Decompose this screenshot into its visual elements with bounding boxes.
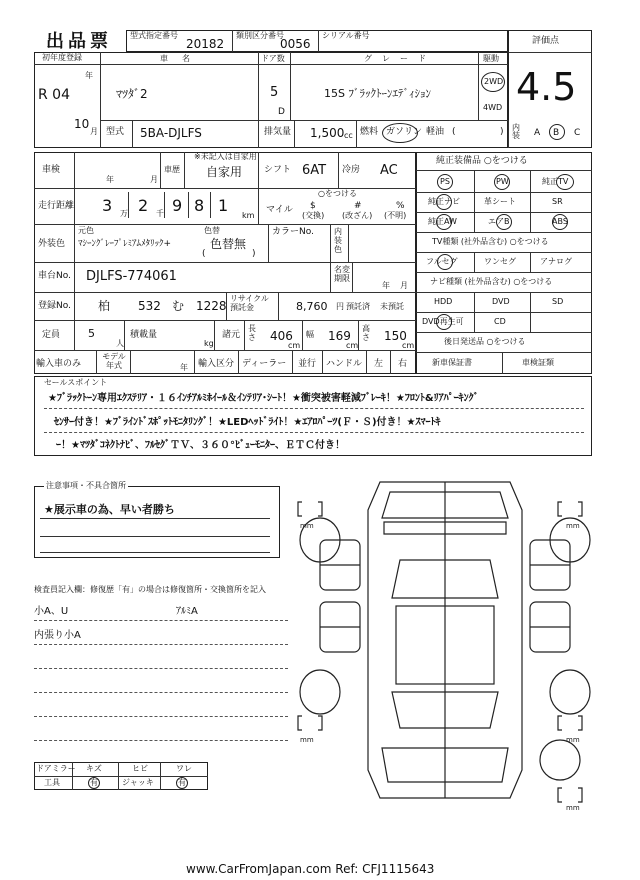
docs-label: 後日発送品 ○をつける — [444, 337, 526, 346]
door-type: D — [278, 107, 285, 117]
cc-unit: cc — [344, 131, 353, 140]
name-change-month: 月 — [400, 281, 408, 290]
sales-label: セールスポイント — [44, 378, 108, 387]
doors: 5 — [270, 85, 279, 100]
acc-tools-yes: 有 — [90, 778, 98, 787]
tamper-mark: # — [354, 201, 362, 211]
acc-mirror: ドアミラー — [36, 764, 76, 773]
width-label: 幅 — [306, 330, 314, 339]
serial-label: シリアル番号 — [322, 31, 370, 40]
acc-tools: 工具 — [44, 778, 60, 787]
tv-analog: アナログ — [540, 257, 572, 266]
color-label: 外装色 — [38, 239, 66, 249]
grade: 15S ﾌﾞﾗｯｸﾄｰﾝｴﾃﾞｨｼｮﾝ — [324, 87, 431, 100]
shaken-month-unit: 月 — [150, 175, 158, 184]
drive-label: 駆動 — [483, 54, 499, 63]
name-change-year: 年 — [382, 281, 390, 290]
notes-label: 注意事項・不具合箇所 — [46, 481, 126, 490]
car-name-label: 車名 — [160, 54, 204, 63]
spare-tire — [540, 740, 580, 780]
fuel: ガソリン — [386, 127, 423, 137]
history-label: 車歴 — [164, 165, 180, 174]
fuel-label: 燃料 — [360, 127, 379, 137]
drive-4wd: 4WD — [483, 103, 503, 112]
color: ﾏｼｰﾝｸﾞﾚｰﾌﾟﾚﾐｱﾑﾒﾀﾘｯｸ+ — [78, 239, 172, 249]
acc-jack-yes: 有 — [178, 778, 186, 787]
notes-block — [34, 486, 280, 558]
model-code: 20182 — [186, 37, 225, 51]
sales-line-2: ｾﾝｻｰ付き！★ﾌﾞﾗｲﾝﾄﾞｽﾎﾟｯﾄﾓﾆﾀﾘﾝｸﾞ！★LEDﾍｯﾄﾞﾗｲﾄ！★ｴｱﾛﾊﾟｰﾂ(Ｆ・Ｓ)付き！★ｽﾏｰﾄｷ — [54, 417, 441, 428]
car-name: ﾏﾂﾀﾞ2 — [116, 87, 148, 101]
color-change-label: 色替 — [204, 226, 220, 235]
history-note: ※未記入は自家用 — [194, 152, 257, 161]
tv-fullseg: フルセグ — [426, 257, 458, 266]
capacity-unit: 人 — [116, 339, 124, 348]
recycle-paid: 預託済 — [346, 302, 370, 311]
mileage-d4: 8 — [194, 196, 205, 215]
unknown-note: (不明) — [384, 211, 407, 220]
class-code-label: 類別区分番号 — [236, 31, 284, 40]
sheet-title: 出品票 — [46, 31, 112, 52]
model-year-label: モデル年式 — [102, 352, 126, 370]
first-reg-month: 10 — [74, 117, 90, 131]
handle-label: ハンドル — [326, 359, 363, 369]
acc-jack: ジャッキ — [122, 778, 154, 787]
load-label: 積載量 — [130, 330, 158, 340]
color-change: 色替無 — [210, 237, 247, 251]
std-equip-label: 純正装備品 ○をつける — [436, 156, 528, 166]
height-label: 高さ — [362, 324, 370, 342]
cm-unit: cm — [402, 341, 415, 350]
model-year-unit: 年 — [180, 363, 188, 372]
height: 150 — [384, 329, 407, 343]
length-label: 長さ — [248, 324, 256, 342]
paren: ) — [500, 127, 504, 137]
shaken-year-unit: 年 — [106, 175, 114, 184]
type-label: 型式 — [106, 127, 125, 137]
name-change-label: 名変期限 — [334, 265, 350, 283]
interior-label: 内装 — [512, 123, 520, 140]
recycle: 8,760 — [296, 300, 328, 313]
paren: ) — [252, 249, 256, 259]
color-no-label: カラーNo. — [272, 227, 314, 237]
acc-crack: ヒビ — [132, 764, 148, 773]
inspector-line1-left: 小A、U — [34, 606, 69, 617]
year-unit: 年 — [85, 71, 93, 80]
shift: 6AT — [302, 163, 327, 178]
equip-aw: 純正AW — [428, 217, 457, 226]
grade-label: グレード — [364, 54, 436, 63]
tire-fl-mm: mm — [300, 522, 314, 530]
man-unit: 万 — [120, 209, 128, 218]
reg-num: 1228 — [196, 299, 227, 313]
history: 自家用 — [206, 165, 243, 179]
paren: ( — [452, 127, 456, 137]
car-damage-diagram — [290, 470, 600, 810]
equip-airbag: エアB — [488, 217, 510, 226]
score-value: 4.5 — [516, 65, 577, 109]
inspector-label: 検査員記入欄：修復歴「有」の場合は修復箇所・交換箇所を記入 — [34, 585, 266, 594]
recycle-label: リサイクル預託金 — [230, 294, 269, 312]
equip-sr: SR — [552, 197, 563, 206]
sen-unit: 千 — [156, 209, 164, 218]
first-reg-era: R 04 — [38, 87, 70, 103]
equip-abs: ABS — [552, 217, 568, 226]
tv-oneseg: ワンセグ — [484, 257, 516, 266]
sales-line-3: ｰ！★ﾏﾂﾀﾞｺﾈｸﾄﾅﾋﾞ、ﾌﾙｾｸﾞＴＶ、３６０°ﾋﾞｭｰﾓﾆﾀｰ、ＥＴＣ付き！ — [56, 440, 345, 451]
class-code: 0056 — [280, 37, 311, 51]
mile-label: マイル — [266, 205, 293, 215]
sales-line-1: ★ﾌﾞﾗｯｸﾄｰﾝ専用ｴｸｽﾃﾘｱ・１６ｲﾝﾁｱﾙﾐﾎｲｰﾙ＆ｲﾝﾃﾘｱ･ｼｰﾄ！★衝突被害軽減ﾌﾞﾚｰｷ！★ﾌﾛﾝﾄ&ﾘｱﾊﾟｰｷﾝｸﾞ — [48, 393, 479, 404]
tire-rl-mm: mm — [300, 736, 314, 744]
drive-2wd: 2WD — [484, 77, 504, 86]
diesel: 軽油 — [426, 127, 445, 137]
equip-tv: 純正TV — [542, 177, 569, 186]
model-code-label: 型式指定番号 — [130, 31, 178, 40]
notes-line-1: ★展示車の為、早い者勝ち — [44, 503, 175, 516]
equip-leather: 革シート — [484, 197, 516, 206]
mileage-d5: 1 — [218, 196, 229, 215]
header-code-box — [126, 30, 508, 52]
shaken-label: 車検 — [42, 165, 61, 175]
navi-dvdplay: DVD再生可 — [422, 317, 464, 326]
cm-unit: cm — [288, 341, 301, 350]
tire-rear-right — [550, 670, 590, 714]
handle-right: 右 — [398, 359, 408, 369]
tamper-note: (改ざん) — [342, 211, 373, 220]
doors-label: ドア数 — [261, 54, 285, 63]
tire-rr-mm: mm — [566, 736, 580, 744]
recycle-unpaid: 未預託 — [380, 302, 404, 311]
month-unit: 月 — [90, 127, 98, 136]
exchange-mark: $ — [310, 201, 316, 211]
circle-hint: ○をつける — [318, 189, 357, 198]
inspector-line1-right: ｱﾙﾐA — [176, 606, 198, 617]
paren: ( — [202, 249, 206, 259]
parallel: 並行 — [298, 359, 317, 369]
capacity-label: 定員 — [42, 330, 61, 340]
shift-label: シフト — [264, 165, 292, 175]
tv-label: TV種類 (社外品含む) ○をつける — [432, 237, 549, 246]
acc-break: ワレ — [176, 764, 192, 773]
first-reg-label: 初年度登録 — [42, 53, 82, 62]
equip-ps: PS — [440, 177, 450, 186]
kg-unit: kg — [204, 339, 214, 348]
mileage-label: 走行距離 — [38, 201, 75, 211]
ac-label: 冷房 — [342, 165, 361, 175]
unknown-mark: % — [396, 201, 405, 211]
tire-rear-left — [300, 670, 340, 714]
footer-ref: www.CarFromJapan.com Ref: CFJ1115643 — [186, 862, 435, 876]
reg-area: 柏 — [98, 299, 111, 313]
mileage-d3: 9 — [172, 196, 183, 215]
type: 5BA-DJLFS — [140, 126, 202, 140]
interior-a: A — [534, 128, 541, 138]
width: 169 — [328, 329, 351, 343]
mileage-d2: 2 — [138, 196, 149, 215]
ac: AC — [380, 163, 398, 178]
dealer: ディーラー — [242, 359, 287, 369]
navi-label: ナビ種類 (社外品含む) ○をつける — [430, 277, 553, 286]
displacement: 1,500 — [310, 126, 345, 140]
equip-navi: 純正ナビ — [428, 197, 460, 206]
doc-shaken: 車検証類 — [522, 358, 554, 367]
chassis: DJLFS-774061 — [86, 269, 177, 284]
exchange-note: (交換) — [302, 211, 325, 220]
orig-color-label: 元色 — [78, 226, 94, 235]
navi-cd: CD — [494, 317, 506, 326]
dims-label: 諸元 — [222, 330, 241, 340]
capacity: 5 — [88, 327, 95, 340]
interior-b: B — [553, 128, 560, 138]
reg-kana: む — [172, 299, 185, 313]
reg-class: 532 — [138, 299, 161, 313]
tire-fr-mm: mm — [566, 522, 580, 530]
yen-unit: 円 — [336, 302, 344, 311]
cm-unit: cm — [346, 341, 359, 350]
reg-label: 登録No. — [38, 301, 71, 311]
navi-dvd: DVD — [492, 297, 510, 306]
interior-c: C — [574, 128, 581, 138]
equip-pw: PW — [496, 177, 509, 186]
score-label: 評価点 — [532, 36, 560, 46]
import-class-label: 輸入区分 — [198, 359, 235, 369]
import-label: 輸入車のみ — [36, 359, 82, 369]
tire-spare-mm: mm — [566, 804, 580, 810]
handle-left: 左 — [374, 359, 384, 369]
inspector-line2: 内張り小A — [34, 630, 81, 641]
int-color-label: 内装色 — [334, 227, 342, 254]
navi-hdd: HDD — [434, 297, 453, 306]
km-unit: km — [242, 211, 255, 220]
acc-scratch: キズ — [86, 764, 102, 773]
navi-sd: SD — [552, 297, 564, 306]
chassis-label: 車台No. — [38, 271, 71, 281]
doc-warranty: 新車保証書 — [432, 358, 472, 367]
length: 406 — [270, 329, 293, 343]
displacement-label: 排気量 — [264, 127, 292, 137]
mileage-d1: 3 — [102, 196, 113, 215]
